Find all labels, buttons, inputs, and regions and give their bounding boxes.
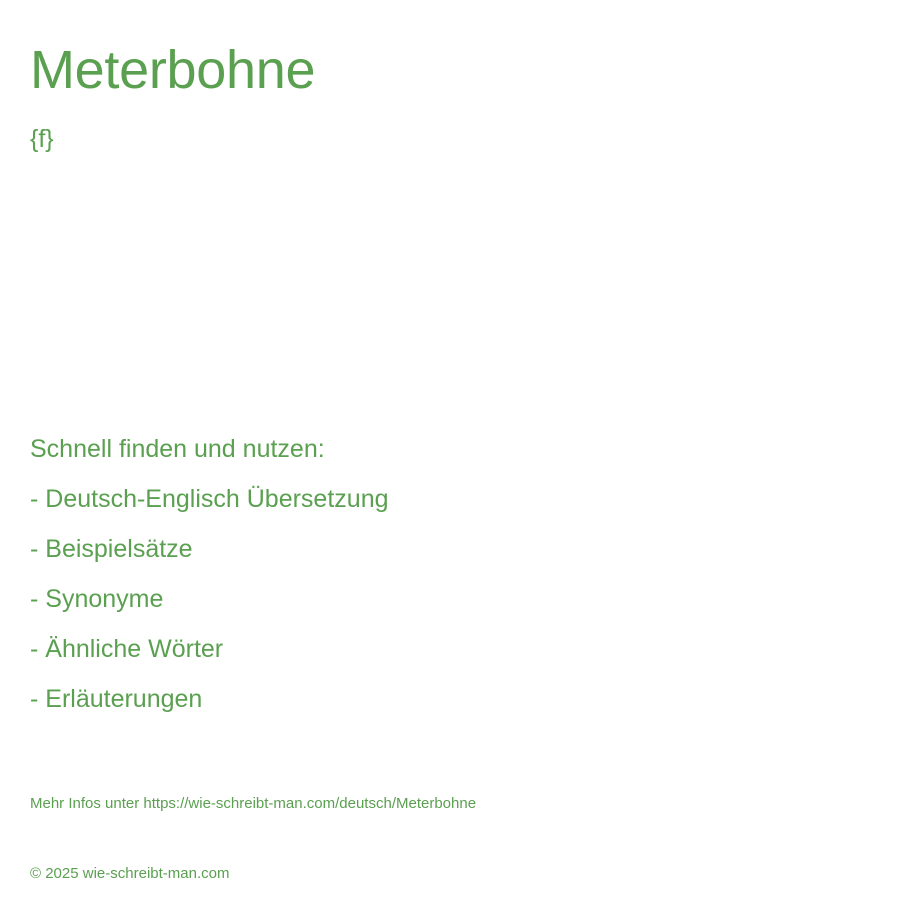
feature-item-translation: - Deutsch-Englisch Übersetzung	[30, 485, 389, 513]
more-info-text: Mehr Infos unter https://wie-schreibt-man.com/deutsch/Meterbohne	[30, 795, 477, 812]
gender-label: {f}	[30, 125, 54, 153]
page-title: Meterbohne	[30, 40, 316, 100]
copyright-text: © 2025 wie-schreibt-man.com	[30, 865, 230, 882]
feature-item-synonyms: - Synonyme	[30, 585, 164, 613]
feature-item-similar-words: - Ähnliche Wörter	[30, 635, 224, 663]
feature-list	[30, 424, 389, 724]
feature-list-heading: Schnell finden und nutzen:	[30, 435, 325, 463]
feature-item-explanations: - Erläuterungen	[30, 685, 203, 713]
feature-item-example-sentences: - Beispielsätze	[30, 535, 193, 563]
